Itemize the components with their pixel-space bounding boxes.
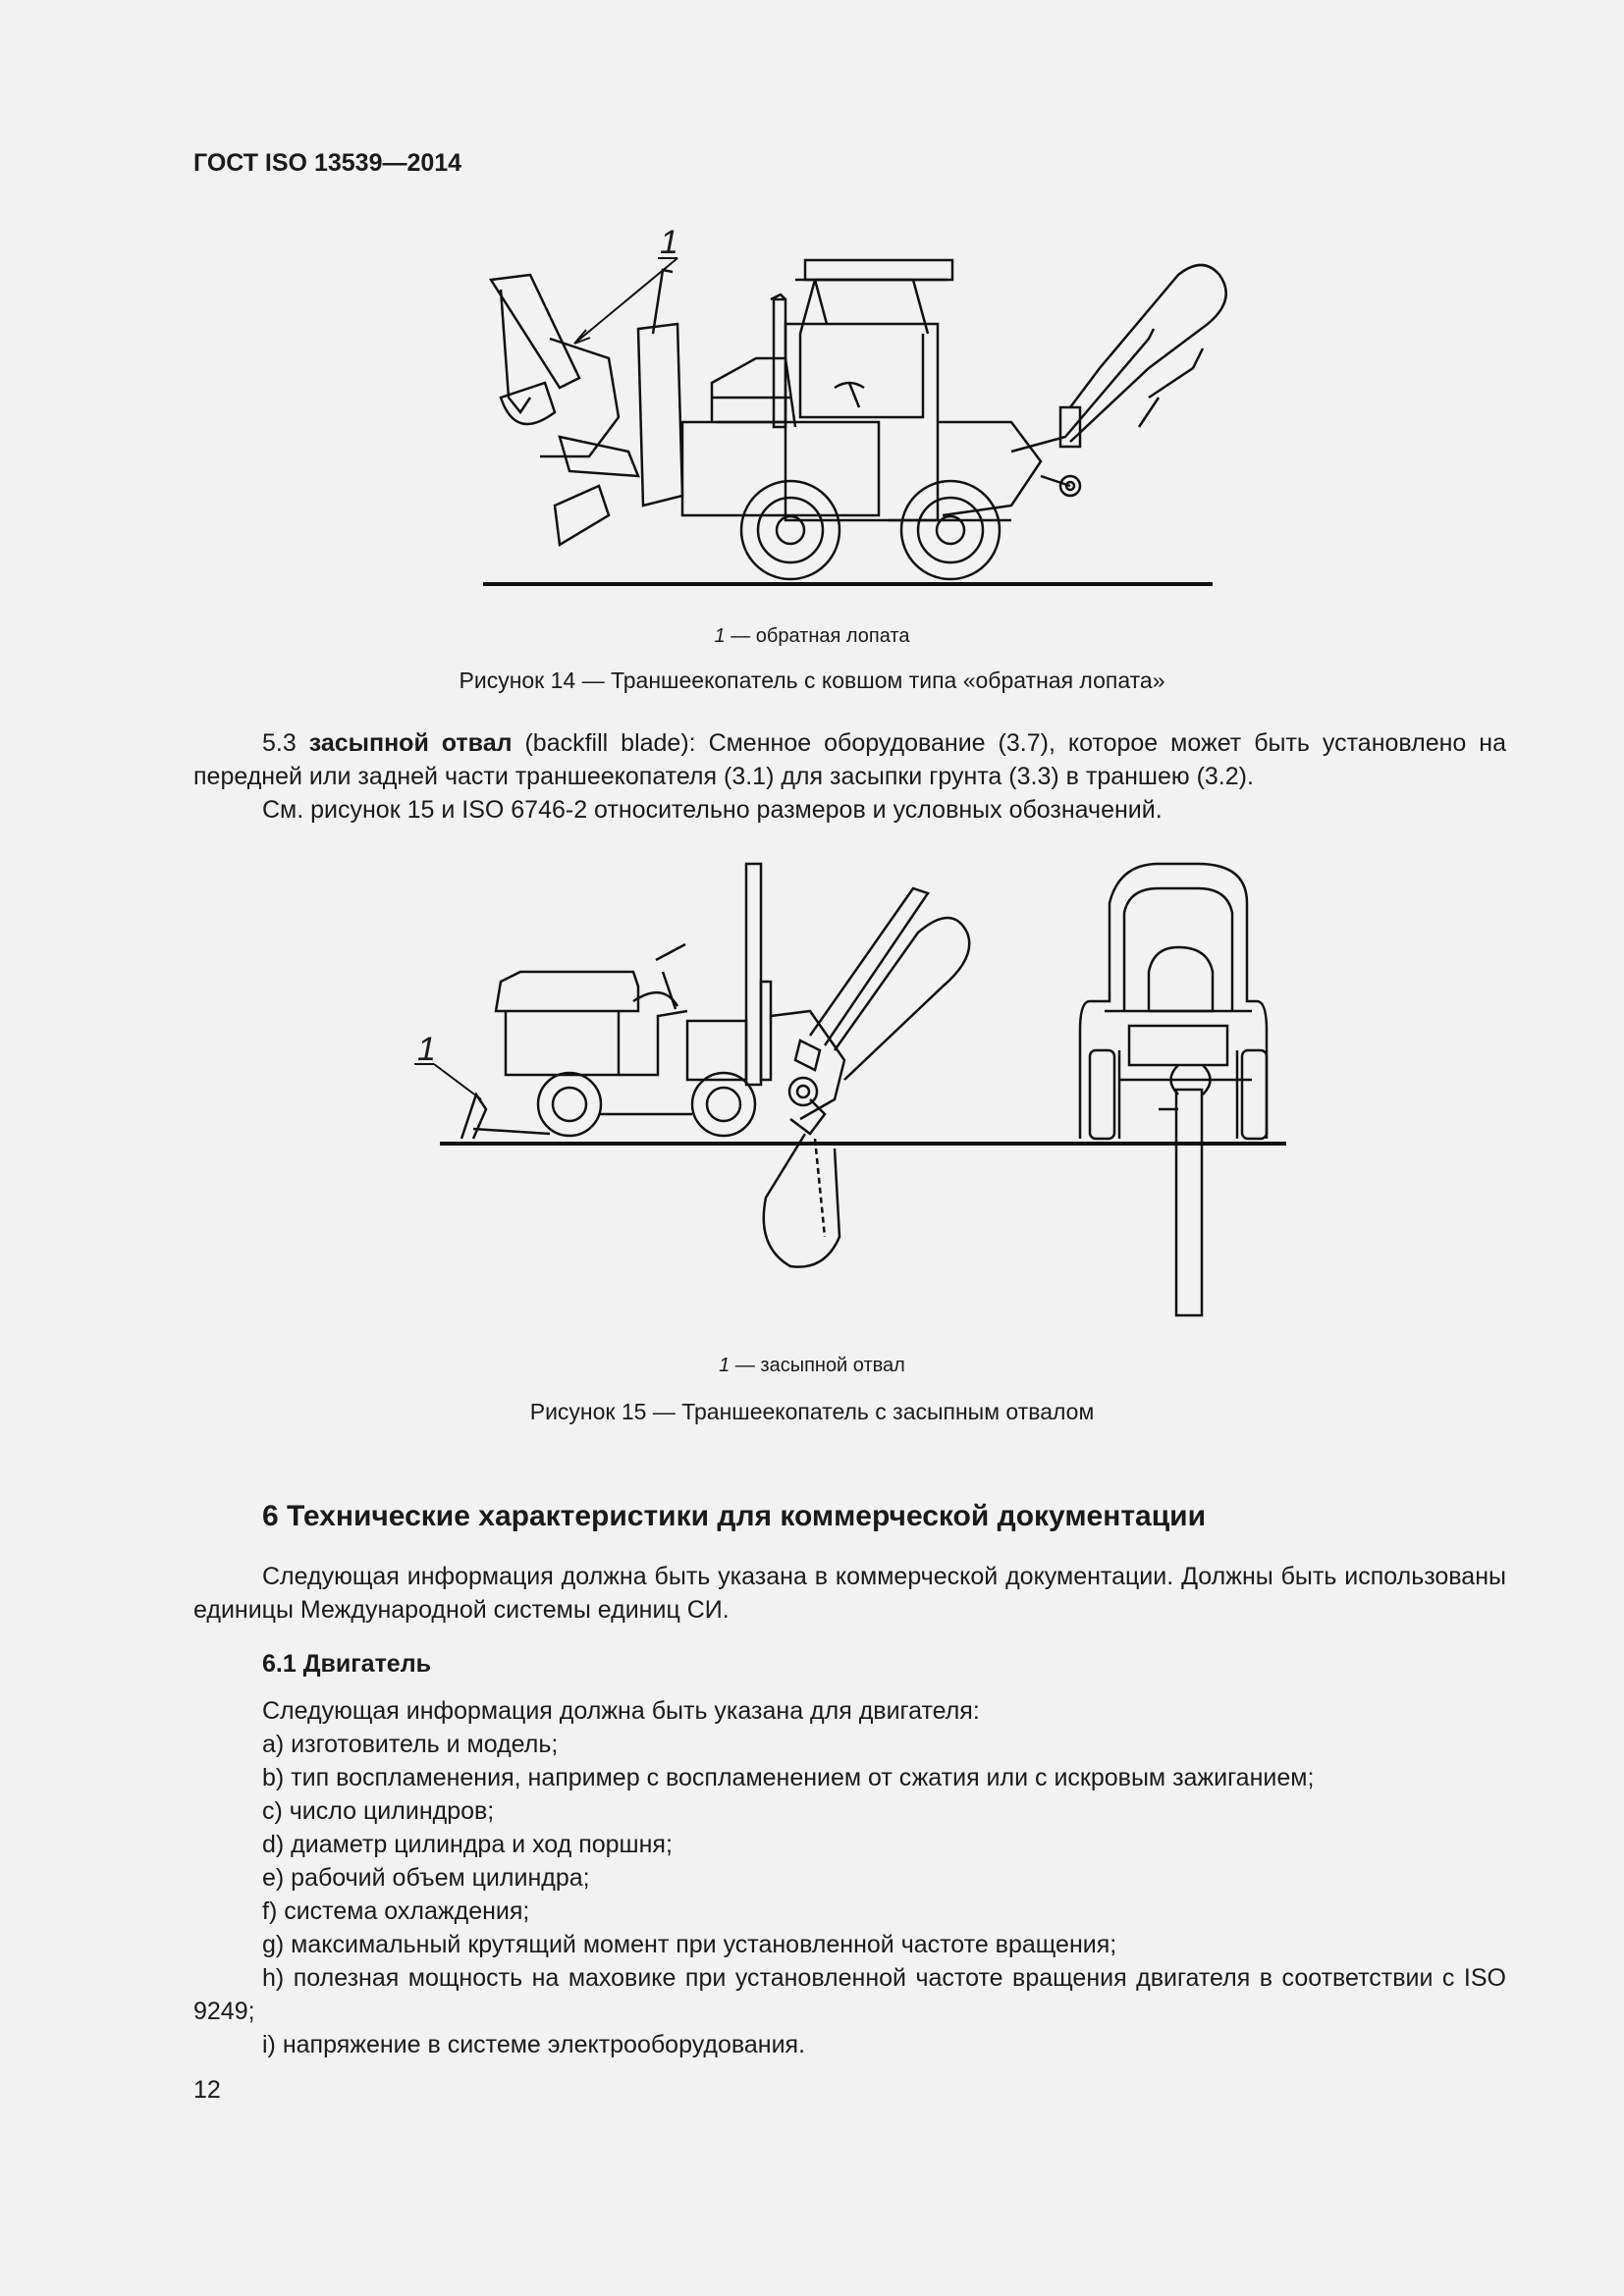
- section-6-1-intro: Следующая информация должна быть указана для двигателя:: [262, 1697, 980, 1725]
- list-item-f: f) система охлаждения;: [262, 1897, 530, 1925]
- legend-number: 1: [714, 625, 726, 647]
- list-item-a: a) изготовитель и модель;: [262, 1731, 559, 1758]
- list-item-d: d) диаметр цилиндра и ход поршня;: [262, 1831, 673, 1858]
- clause-5-3: [193, 726, 1506, 793]
- list-item-h: h) полезная мощность на маховике при установленной частоте вращения двигателя в соответствии с ISO 9249;: [193, 1964, 1506, 2025]
- section-6-title: 6 Технические характеристики для коммерческой документации: [262, 1500, 1207, 1532]
- list-item-g: g) максимальный крутящий момент при установленной частоте вращения;: [262, 1931, 1117, 1958]
- list-item-b: b) тип воспламенения, например с воспламенением от сжатия или с искровым зажиганием;: [262, 1764, 1315, 1791]
- clause-definition: (backfill blade): Сменное оборудование (3.7), которое может быть установлено на передней или задней части траншеекопателя (3.1) для засыпки грунта (3.3) в траншею (3.2).: [193, 729, 1506, 790]
- figure-15-callout-label: 1: [417, 1031, 436, 1068]
- figure-15-caption: Рисунок 15 — Траншеекопатель с засыпным отвалом: [529, 1399, 1095, 1424]
- list-item-i: i) напряжение в системе электрооборудования.: [262, 2031, 806, 2058]
- section-6-1-title: 6.1 Двигатель: [262, 1650, 431, 1678]
- clause-term: засыпной отвал: [308, 729, 513, 757]
- figure-14-callout-label: 1: [660, 224, 678, 261]
- legend-text: — обратная лопата: [725, 625, 910, 647]
- page-number: 12: [193, 2076, 221, 2104]
- figure-15-legend: [0, 1355, 1624, 1377]
- clause-5-3-note: См. рисунок 15 и ISO 6746-2 относительно размеров и условных обозначений.: [262, 796, 1163, 824]
- list-item-e: e) рабочий объем цилиндра;: [262, 1864, 590, 1892]
- figure-15-callout-leader: [412, 1062, 491, 1101]
- clause-number: 5.3: [262, 729, 309, 757]
- figure-14-caption: Рисунок 14 — Траншеекопатель с ковшом типа «обратная лопата»: [459, 667, 1165, 693]
- list-item-c: c) число цилиндров;: [262, 1797, 495, 1825]
- document-header: ГОСТ ISO 13539—2014: [193, 149, 462, 177]
- figure-14-callout-leader: [565, 253, 682, 351]
- legend-text: — засыпной отвал: [730, 1355, 905, 1376]
- legend-number: 1: [719, 1355, 731, 1376]
- figure-15-trencher-with-backfill-blade-drawing: [432, 854, 1296, 1325]
- section-6-intro: Следующая информация должна быть указана в коммерческой документации. Должны быть использованы единицы Международной системы единиц СИ.: [193, 1563, 1506, 1624]
- figure-14-legend: [0, 625, 1624, 648]
